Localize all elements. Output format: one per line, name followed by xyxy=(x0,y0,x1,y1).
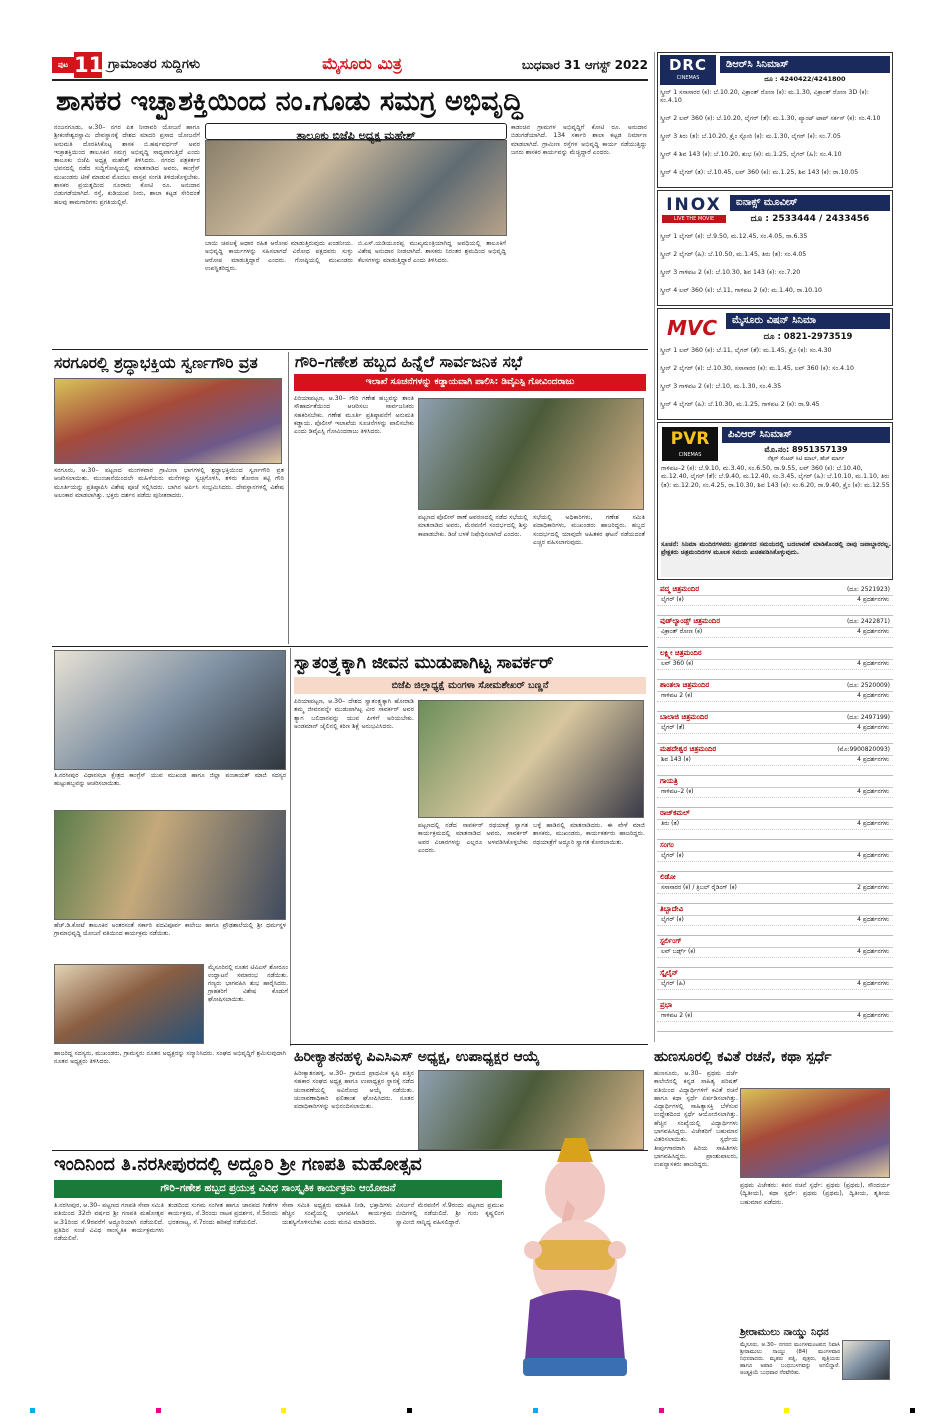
theater-9-name: ಲಿಡೋ xyxy=(660,873,676,881)
lead-col1: ನಂಜನಗೂಡು, ಆ.30– ನಗರ ಪಿತ ನೀರಾವರಿ ಯೋಜನೆ ಹಾಗೂ ಶ್ರೀಕಂಠೇಶ್ವರಸ್ವಾಮಿ ದೇವಸ್ಥಾನಕ್ಕೆ ದೇಶದ ಮಾದರಿ ಪ್ರಸಾದ ಯೋಜನೆಗೆ ಅನುಮತಿ ದೊರಕಿಸಿಕೊಟ್ಟ ಶಾಸಕ ಬಿ.ಹರ್ಷವರ್ಧನ್ ಅವರ ಇಚ್ಛಾಶಕ್ತಿಯಿಂದ ತಾಲೂಕಿನ ಸಮಗ್ರ ಅಭಿವೃದ್ಧಿ ಸಾಧ್ಯವಾಗುತ್ತಿದೆ ಎಂದು ತಾಲೂಕು ಬಿಜೆಪಿ ಅಧ್ಯಕ್ಷ ಮಹೇಶ್ ತಿಳಿಸಿದರು. ನಗರದ ಪತ್ರಕರ್ತರ ಭವನದಲ್ಲಿ ನಡೆದ ಸುದ್ದಿಗೋಷ್ಠಿಯಲ್ಲಿ ಮಾತನಾಡಿದ ಅವರು, ಕಾಂಗ್ರೆಸ್ ಮುಖಂಡರು ಟೀಕೆ ಮಾಡುವ ಮೊದಲು ವಾಸ್ತವ ಸಂಗತಿ ತಿಳಿದುಕೊಳ್ಳಬೇಕು. ಶಾಸಕರ ಪ್ರಯತ್ನದಿಂದ ನೂರಾರು ಕೋಟಿ ರೂ. ಅನುದಾನ ಬಿಡುಗಡೆಯಾಗಿದೆ. ರಸ್ತೆ, ಕುಡಿಯುವ ನೀರು, ಶಾಲಾ ಕಟ್ಟಡ ಸೇರಿದಂತೆ ಹಲವು ಕಾಮಗಾರಿಗಳು ಪ್ರಗತಿಯಲ್ಲಿವೆ. xyxy=(54,124,200,206)
story9-headline: ಹುಣಸೂರಲ್ಲಿ ಕವಿತೆ ರಚನೆ, ಕಥಾ ಸ್ಪರ್ಧೆ xyxy=(654,1049,832,1065)
reg-mark-5 xyxy=(533,1408,538,1413)
story10-col4: ವಿಸರ್ಜನೆ ಮೆರವಣಿಗೆ ಸೆ.9ರಂದು ಪಟ್ಟಣದ ಪ್ರಮುಖ ಬೀದಿಗಳಲ್ಲಿ ನಡೆಯಲಿದೆ. ಶ್ರೀ ಗುರು ಕೃಷ್ಣಲಿಂಗ ಸ್ವಾಮೀಜಿ ಸಾನ್ನಿಧ್ಯ ವಹಿಸಲಿದ್ದಾರೆ. xyxy=(396,1202,504,1226)
drc-logo-text: DRC xyxy=(668,56,707,74)
story4-caption: ತಿ.ನರಸೀಪುರ ವಿಧಾನಸಭಾ ಕ್ಷೇತ್ರದ ಕಾಂಗ್ರೆಸ್ ಯುವ ಮುಖಂಡ ಹಾಗೂ ಜಿಲ್ಲಾ ಪಂಚಾಯತ್ ಮಾಜಿ ಸದಸ್ಯರ ಹುಟ್ಟುಹಬ್ಬವನ್ನು ಆಚರಿಸಲಾಯಿತು. xyxy=(54,772,286,806)
story4-photo xyxy=(54,650,286,770)
reg-mark-8 xyxy=(910,1408,915,1413)
story10-col1: ತಿ.ನರಸೀಪುರ, ಆ.30– ಪಟ್ಟಣದ ಗಣಪತಿ ಸೇವಾ ಸಮಿತಿ ವತಿಯಿಂದ 32ನೇ ವರ್ಷದ ಶ್ರೀ ಗಣಪತಿ ಮಹೋತ್ಸವ ಆ.31ರಿಂದ ಸೆ.9ರವರೆಗೆ ಅದ್ದೂರಿಯಾಗಿ ನಡೆಯಲಿದೆ. ಪ್ರತಿದಿನ ಸಂಜೆ ವಿವಿಧ ಸಾಂಸ್ಕೃತಿಕ ಕಾರ್ಯಕ್ರಮಗಳು ನಡೆಯಲಿವೆ. xyxy=(54,1202,164,1243)
pvr-block xyxy=(657,422,893,580)
drc-name: ಡಿಆರ್‌ಸಿ ಸಿನಿಮಾಸ್ xyxy=(720,56,890,73)
theater-13-shows: 4 ಪ್ರದರ್ಶನಗಳು xyxy=(857,1012,889,1019)
theater-8-name: ಸಂಗಂ xyxy=(660,841,674,849)
story5-photo xyxy=(54,810,286,920)
mvc-block xyxy=(657,308,893,420)
theater-3-movie: ಗಾಳಿಪಟ 2 (ಕ) xyxy=(661,692,693,699)
lead-col4: ಕಾಡಂಚಿನ ಗ್ರಾಮಗಳ ಅಭಿವೃದ್ಧಿಗೆ ಕೋಟಿ ರೂ. ಅನುದಾನ ಬಿಡುಗಡೆಯಾಗಿದೆ. 134 ಸರ್ಕಾರಿ ಶಾಲಾ ಕಟ್ಟಡ ನಿರ್ಮಾಣ ಮಾಡಲಾಗಿದೆ. ಗ್ರಾಮೀಣ ರಸ್ತೆಗಳ ಅಭಿವೃದ್ಧಿ ಕಾರ್ಯ ನಡೆಯುತ್ತಿದ್ದು ಜನರು ಶಾಸಕರ ಕಾರ್ಯವನ್ನು ಮೆಚ್ಚಿದ್ದಾರೆ ಎಂದರು. xyxy=(511,124,647,156)
theater-1-phone: (ದೂ: 2422871) xyxy=(846,618,890,625)
inox-name: ಐನಾಕ್ಸ್ ಮೂವೀಸ್ xyxy=(730,195,890,211)
mvc-show-2: ಸ್ಕ್ರೀನ್ 2 ಲೈಗರ್ (ಕ): ಬೆ.10.30, ಸಸಾಸಾರರ (ಕ): ಮ.1.45, ಲವ್ 360 (ಕ): ಸಂ.4.10 xyxy=(660,365,854,372)
drc-logo xyxy=(660,55,716,85)
drc-show-5: ಸ್ಕ್ರೀನ್ 4 ಲೈಗರ್ (ತ): ಬೆ.10.45, ಲವ್ 360 (ಕ): ಮ.1.25, ಶಿವ 143 (ಕ): ರಾ.10.05 xyxy=(660,169,859,176)
theater-12 xyxy=(657,968,893,1000)
theater-11 xyxy=(657,936,893,968)
theater-13 xyxy=(657,1000,893,1032)
theater-13-movie: ಗಾಳಿಪಟ 2 (ಕ) xyxy=(661,1012,693,1019)
drc-show-1: ಸ್ಕ್ರೀನ್ 1 ಸಸಾಸಾರರ (ಕ): ಬೆ.10.20, ವಿಕ್ರಾಂತ್ ರೋಣ (ಕ): ಮ.1.30, ವಿಕ್ರಾಂತ್ ರೋಣ 3D (ಕ): ಸಂ.4.10 xyxy=(660,89,869,105)
story3-photo xyxy=(418,398,644,510)
lead-col3: ಬಿ.ಎಸ್.ಯಡಿಯೂರಪ್ಪ ಮುಖ್ಯಮಂತ್ರಿಯಾಗಿದ್ದ ಅವಧಿಯಲ್ಲಿ ತಾಲೂಕಿಗೆ ವಿಶೇಷ ಅನುದಾನ ನೀಡಲಾಗಿದೆ. ಶಾಸಕರು ನಿರಂತರ ಶ್ರಮದಿಂದ ಅಭಿವೃದ್ಧಿ ಕೆಲಸಗಳನ್ನು ಮಾಡುತ್ತಿದ್ದಾರೆ ಎಂದು ತಿಳಿಸಿದರು. xyxy=(358,240,506,264)
theater-7 xyxy=(657,808,893,840)
reg-mark-4 xyxy=(407,1408,412,1413)
lead-headline: ಶಾಸಕರ ಇಚ್ಛಾಶಕ್ತಿಯಿಂದ ನಂ.ಗೂಡು ಸಮಗ್ರ ಅಭಿವೃದ್ಧಿ xyxy=(56,86,523,117)
theater-2-movie: ಲವ್ 360 (ಕ) xyxy=(661,660,694,667)
theater-4-movie: ಲೈಗರ್ (ತೆ) xyxy=(661,724,685,731)
theater-0-name: ಪದ್ಮ ಚಿತ್ರಮಂದಿರ xyxy=(660,585,700,593)
obit-headline: ಶ್ರೀರಾಮುಲು ನಾಯ್ಡು ನಿಧನ xyxy=(740,1327,829,1338)
lead-photo-caption xyxy=(205,123,507,140)
inox-logo xyxy=(662,195,726,227)
drc-show-2: ಸ್ಕ್ರೀನ್ 2 ಲವ್ 360 (ಕ): ಬೆ.10.20, ಲೈಗರ್ (ತೆ): ಮ.1.30, ಪ್ಯಾಂಟ್ ಟಾಪ್ ಸರ್ಕಸ್ (ಕ): ಸಂ.4.10 xyxy=(660,115,881,122)
story7-col3: ಬಳ್ಳೆ ಹಾಡಿನಲ್ಲಿ ಮಾತನಾಡಿದರು. ಈ ವೇಳೆ ಮಾಜಿ ಶಾಸಕರು, ಮುಖಂಡರು, ಕಾರ್ಯಕರ್ತರು ಹಾಜರಿದ್ದರು. ರಥಯಾತ್ರೆಗೆ ಅದ್ಧೂರಿ ಸ್ವಾಗತ ಕೋರಲಾಯಿತು. xyxy=(533,822,645,846)
reg-mark-1 xyxy=(30,1408,35,1413)
page-number: 11 xyxy=(74,53,104,77)
theater-0-shows: 4 ಪ್ರದರ್ಶನಗಳು xyxy=(857,596,889,603)
mvc-show-3: ಸ್ಕ್ರೀನ್ 3 ಗಾಳಿಪಟ 2 (ಕ): ಬೆ.10, ಮ.1.30, ಸಂ.4.35 xyxy=(660,383,782,390)
mvc-show-1: ಸ್ಕ್ರೀನ್ 1 ಲವ್ 360 (ಕ): ಬೆ.11, ಲೈಗರ್ (ತೆ): ಮ.1.45, ಕ್ರೈಂ (ಕ): ಸಂ.4.30 xyxy=(660,347,832,354)
theater-1-name: ವುಡ್‌ಲ್ಯಾಂಡ್ಸ್ ಚಿತ್ರಮಂದಿರ xyxy=(660,617,721,625)
theater-6 xyxy=(657,776,893,808)
theater-list xyxy=(657,584,893,1040)
mvc-name: ಮೈಸೂರು ವಿಷನ್ ಸಿನಿಮಾ xyxy=(726,313,890,329)
story6-caption: ಮೈಸೂರಿನಲ್ಲಿ ನೂತನ ಟಿವಿಎಸ್ ಶೋರೂಂ ಉದ್ಘಾಟನೆ ಸಮಾರಂಭ ನಡೆಯಿತು. ಗಣ್ಯರು ಭಾಗವಹಿಸಿ ಶುಭ ಹಾರೈಸಿದರು. ಗ್ರಾಹಕರಿಗೆ ವಿಶೇಷ ಕೊಡುಗೆ ಘೋಷಿಸಲಾಯಿತು. xyxy=(208,964,288,1046)
reg-mark-7 xyxy=(784,1408,789,1413)
theater-3 xyxy=(657,680,893,712)
pvr-logo-sub: CINEMAS xyxy=(678,452,702,458)
drc-showlist xyxy=(660,89,892,185)
lead-col2: ಬಾಯಿ ಚಪಲಕ್ಕೆ ಆಧಾರ ರಹಿತ ಆರೋಪ ಮಾಡುತ್ತಿರುವುದು ಖಂಡನೀಯ. ಅಭಿವೃದ್ಧಿ ಕಾರ್ಯಗಳನ್ನು ಸಹಿಸಲಾಗದೆ ವಿರೋಧ ಪಕ್ಷದವರು ಸುಳ್ಳು ಆರೋಪ ಮಾಡುತ್ತಿದ್ದಾರೆ ಎಂದರು. ಗೋಷ್ಠಿಯಲ್ಲಿ ಮುಖಂಡರು ಉಪಸ್ಥಿತರಿದ್ದರು. xyxy=(205,240,353,272)
theater-10-name: ತಿಬ್ಬಾದೇವಿ xyxy=(660,905,684,913)
theater-7-shows: 4 ಪ್ರದರ್ಶನಗಳು xyxy=(857,820,889,827)
inox-show-4: ಸ್ಕ್ರೀನ್ 4 ಲವ್ 360 (ಕ): ಬೆ.11, ಗಾಳಿಪಟ 2 (ಕ): ಮ.1.40, ರಾ.10.10 xyxy=(660,287,822,294)
mid-rule-1 xyxy=(52,646,648,647)
mid-rule-2 xyxy=(290,1044,648,1045)
story2-photo xyxy=(54,378,282,464)
story6-photo xyxy=(54,964,204,1044)
reg-mark-2 xyxy=(156,1408,161,1413)
pvr-address: ನೆಕ್ಸಸ್ ಸೆಂಟರ್ ಸಿಟಿ ಮಾಲ್, ಹೆಚ್ ಮಾರ್ಗ xyxy=(767,456,845,462)
theater-11-movie: ಲವ್ ಬರ್ಡ್ಸ್ (ಕ) xyxy=(661,948,696,955)
col-divider-1 xyxy=(288,352,289,644)
theater-12-movie: ಲೈಗರ್ (ಹಿ) xyxy=(661,980,686,987)
story5-caption: ಹೆಚ್.ಡಿ.ಕೋಟೆ ತಾಲೂಕಿನ ಅಂತರಸಂತೆ ಸರ್ಕಾರಿ ಪದವಿಪೂರ್ವ ಕಾಲೇಜು ಹಾಗೂ ಪ್ರೌಢಶಾಲೆಯಲ್ಲಿ ಶ್ರೀ ಧರ್ಮಸ್ಥಳ ಗ್ರಾಮಾಭಿವೃದ್ಧಿ ಯೋಜನೆ ವತಿಯಿಂದ ಕಾರ್ಯಕ್ರಮ ನಡೆಯಿತು. xyxy=(54,922,286,960)
story8-headline: ಹಿರೀಕ್ಯಾತನಹಳ್ಳಿ ಪಿಎಸಿಎಸ್ ಅಧ್ಯಕ್ಷ, ಉಪಾಧ್ಯಕ್ಷರ ಆಯ್ಕೆ xyxy=(294,1049,540,1065)
theater-7-movie: ತಿರು (ತ) xyxy=(661,820,680,827)
story3-subhead: ಇಲಾಖೆ ಸೂಚನೆಗಳನ್ನು ಕಡ್ಡಾಯವಾಗಿ ಪಾಲಿಸಿ: ಡಿವೈಎಸ್ಪಿ ಗೋವಿಂದರಾಜು xyxy=(294,374,646,391)
theater-12-shows: 4 ಪ್ರದರ್ಶನಗಳು xyxy=(857,980,889,987)
theater-1 xyxy=(657,616,893,648)
theater-3-name: ಶಾಂತಲಾ ಚಿತ್ರಮಂದಿರ xyxy=(660,681,710,689)
theater-10 xyxy=(657,904,893,936)
drc-logo-sub: CINEMAS xyxy=(676,75,700,81)
story10-col2: ತಂಡದಿಂದ ಸುಗಮ ಸಂಗೀತ ಹಾಗೂ ಜಾನಪದ ಗೀತೆಗಳ ಕಾರ್ಯಕ್ರಮ, ಸೆ.3ರಂದು ನಾಟಕ ಪ್ರದರ್ಶನ, ಸೆ.5ರಂದು ಭರತನಾಟ್ಯ, ಸೆ.7ರಂದು ಹರಿಕಥೆ ನಡೆಯಲಿದೆ. xyxy=(168,1202,278,1226)
registration-marks xyxy=(30,1404,915,1416)
obit-body: ಮೈಸೂರು, ಆ.30– ನಗರದ ಮಂಗಳಮಂಟಪದ ನಿವಾಸಿ ಶ್ರೀರಾಮುಲು ನಾಯ್ಡು (84) ಮಂಗಳವಾರ ನಿಧನರಾದರು. ಮೃತರು ಪತ್ನಿ, ಪುತ್ರರು, ಪುತ್ರಿಯರು ಹಾಗೂ ಅಪಾರ ಬಂಧುಬಳಗವನ್ನು ಅಗಲಿದ್ದಾರೆ. ಅಂತ್ಯಕ್ರಿಯೆ ಬುಧವಾರ ನೆರವೇರಿತು. xyxy=(740,1342,840,1376)
ganesha-image xyxy=(505,1130,645,1380)
obit-photo xyxy=(842,1340,890,1380)
pvr-phone: ಮೊ.ನಂ: 8951357139 xyxy=(764,445,848,454)
theater-11-name: ಸ್ಟರ್ಲಿಂಗ್ xyxy=(660,937,682,945)
inox-showlist xyxy=(660,233,892,305)
story7-col1: ಪಿರಿಯಾಪಟ್ಟಣ, ಆ.30– ದೇಶದ ಸ್ವಾತಂತ್ರ್ಯಕ್ಕಾಗಿ ಹೋರಾಡಿ ತಮ್ಮ ಜೀವನವನ್ನೇ ಮುಡುಪಾಗಿಟ್ಟ ವೀರ ಸಾವರ್ಕರ್ ಅವರ ತ್ಯಾಗ ಬಲಿದಾನವನ್ನು ಯುವ ಪೀಳಿಗೆ ಅರಿಯಬೇಕು. ಅಂಡಮಾನ್ ಜೈಲಿನಲ್ಲಿ ಕಠಿಣ ಶಿಕ್ಷೆ ಅನುಭವಿಸಿದರು. xyxy=(294,698,414,730)
paper-name: ಮೈಸೂರು ಮಿತ್ರ xyxy=(322,54,402,73)
drc-phone: ದೂ : 4240422/4241800 xyxy=(764,75,846,83)
story7-photo xyxy=(418,700,644,818)
theater-1-movie: ವಿಕ್ರಾಂತ್ ರೋಣ (ಕ) xyxy=(661,628,703,635)
masthead-rule xyxy=(52,79,648,81)
story2-body: ಸರಗೂರು, ಆ.30– ಪಟ್ಟಣದ ಮಂಗಳವಾರ ಗ್ರಾಮೀಣ ಭಾಗಗಳಲ್ಲಿ ಶ್ರದ್ಧಾಭಕ್ತಿಯಿಂದ ಸ್ವರ್ಣಗೌರಿ ವ್ರತ ಆಚರಿಸಲಾಯಿತು. ಮುಂಜಾನೆಯಿಂದಲೇ ಮಹಿಳೆಯರು ಮನೆಗಳನ್ನು ಸ್ವಚ್ಛಗೊಳಿಸಿ, ತಳಿರು ತೋರಣ ಕಟ್ಟಿ ಗೌರಿ ಮೂರ್ತಿಯನ್ನು ಪ್ರತಿಷ್ಠಾಪಿಸಿ ವಿಶೇಷ ಪೂಜೆ ಸಲ್ಲಿಸಿದರು. ಬಾಗಿನ ಅರ್ಪಿಸಿ ಸಂಭ್ರಮಿಸಿದರು. ದೇವಸ್ಥಾನಗಳಲ್ಲಿ ವಿಶೇಷ ಅಲಂಕಾರ ಮಾಡಲಾಗಿತ್ತು. ಭಕ್ತರು ದರ್ಶನ ಪಡೆದು ಪುನೀತರಾದರು. xyxy=(54,467,284,499)
inox-show-3: ಸ್ಕ್ರೀನ್ 3 ಗಾಳಿಪಟ 2 (ಕ): ಬೆ.10.30, ಶಿವ 143 (ಕ): ಸಂ.7.20 xyxy=(660,269,801,276)
theater-3-shows: 4 ಪ್ರದರ್ಶನಗಳು xyxy=(857,692,889,699)
theater-8-shows: 4 ಪ್ರದರ್ಶನಗಳು xyxy=(857,852,889,859)
theater-0 xyxy=(657,584,893,616)
theater-4-name: ಬಾಲಾಜಿ ಚಿತ್ರಮಂದಿರ xyxy=(660,713,709,721)
story2-headline: ಸರಗೂರಲ್ಲಿ ಶ್ರದ್ಧಾಭಕ್ತಿಯ ಸ್ವರ್ಣಗೌರಿ ವ್ರತ xyxy=(54,354,258,372)
pvr-logo xyxy=(662,427,718,461)
theater-8-movie: ಲೈಗರ್ (ಕ) xyxy=(661,852,684,859)
theater-11-shows: 4 ಪ್ರದರ್ಶನಗಳು xyxy=(857,948,889,955)
story9-photo xyxy=(740,1088,890,1178)
col-divider-2 xyxy=(290,648,291,1046)
theater-10-movie: ಲೈಗರ್ (ಕ) xyxy=(661,916,684,923)
theater-7-name: ರಾಜ್‌ಕಮಲ್ xyxy=(660,809,690,817)
inox-logo-text: INOX xyxy=(666,195,722,215)
issue-date: ಬುಧವಾರ 31 ಆಗಸ್ಟ್ 2022 xyxy=(521,58,648,72)
drc-block xyxy=(657,52,893,188)
story8-col1: ಹಿರೀಕ್ಯಾತನಹಳ್ಳಿ, ಆ.30– ಗ್ರಾಮದ ಪ್ರಾಥಮಿಕ ಕೃಷಿ ಪತ್ತಿನ ಸಹಕಾರ ಸಂಘದ ಅಧ್ಯಕ್ಷ ಹಾಗೂ ಉಪಾಧ್ಯಕ್ಷರ ಸ್ಥಾನಕ್ಕೆ ನಡೆದ ಚುನಾವಣೆಯಲ್ಲಿ ಅವಿರೋಧ ಆಯ್ಕೆ ನಡೆಯಿತು. ಚುನಾವಣಾಧಿಕಾರಿ ಫಲಿತಾಂಶ ಘೋಷಿಸಿದರು. ನೂತನ ಪದಾಧಿಕಾರಿಗಳನ್ನು ಅಭಿನಂದಿಸಲಾಯಿತು. xyxy=(294,1070,414,1111)
story7-col2: ಪಟ್ಟಣದಲ್ಲಿ ನಡೆದ ಸಾವರ್ಕರ್ ರಥಯಾತ್ರೆ ಸ್ವಾಗತ ಕಾರ್ಯಕ್ರಮದಲ್ಲಿ ಮಾತನಾಡಿದ ಅವರು, ಸಾವರ್ಕರ್ ಅವರ ವಿಚಾರಗಳನ್ನು ಎಲ್ಲರೂ ಅಳವಡಿಸಿಕೊಳ್ಳಬೇಕು ಎಂದರು. xyxy=(418,822,528,854)
theater-8 xyxy=(657,840,893,872)
theater-6-movie: ಗಾಳಿಪಟ–2 (ಕ) xyxy=(661,788,694,795)
theater-5-shows: 4 ಪ್ರದರ್ಶನಗಳು xyxy=(857,756,889,763)
inox-phone: ದೂ : 2533444 / 2433456 xyxy=(750,214,870,224)
story10-col3: ಸೇವಾ ಸಮಿತಿ ಅಧ್ಯಕ್ಷರು ಮಾಹಿತಿ ನೀಡಿ, ಭಕ್ತಾದಿಗಳು ಹೆಚ್ಚಿನ ಸಂಖ್ಯೆಯಲ್ಲಿ ಭಾಗವಹಿಸಿ ಕಾರ್ಯಕ್ರಮ ಯಶಸ್ವಿಗೊಳಿಸಬೇಕು ಎಂದು ಮನವಿ ಮಾಡಿದರು. xyxy=(282,1202,392,1226)
lead-caption-text: ತಾಲೂಕು ಬಿಜೆಪಿ ಅಧ್ಯಕ್ಷ ಮಹೇಶ್ xyxy=(296,129,416,142)
story10-headline: ಇಂದಿನಿಂದ ತಿ.ನರಸೀಪುರದಲ್ಲಿ ಅದ್ದೂರಿ ಶ್ರೀ ಗಣಪತಿ ಮಹೋತ್ಸವ xyxy=(54,1154,422,1175)
theater-2-name: ಲಕ್ಷ್ಮೀ ಚಿತ್ರಮಂದಿರ xyxy=(660,649,702,657)
inox-show-2: ಸ್ಕ್ರೀನ್ 2 ಲೈಗರ್ (ಹಿ): ಬೆ.10.50, ಮ.1.45, ತಿರು (ತ): ಸಂ.4.05 xyxy=(660,251,807,258)
theater-5 xyxy=(657,744,893,776)
story3-col1: ಪಿರಿಯಾಪಟ್ಟಣ, ಆ.30– ಗೌರಿ ಗಣೇಶ ಹಬ್ಬವನ್ನು ಶಾಂತಿ ಸೌಹಾರ್ದತೆಯಿಂದ ಆಚರಿಸಲು ಸಾರ್ವಜನಿಕರು ಸಹಕರಿಸಬೇಕು. ಗಣೇಶ ಮೂರ್ತಿ ಪ್ರತಿಷ್ಠಾಪನೆಗೆ ಅನುಮತಿ ಕಡ್ಡಾಯ. ಪೊಲೀಸ್ ಇಲಾಖೆಯ ಸೂಚನೆಗಳನ್ನು ಪಾಲಿಸಬೇಕು ಎಂದು ಡಿವೈಎಸ್ಪಿ ಗೋವಿಂದರಾಜು ತಿಳಿಸಿದರು. xyxy=(294,395,414,436)
inox-show-1: ಸ್ಕ್ರೀನ್ 1 ಲೈಗರ್ (ಕ): ಬೆ.9.50, ಮ.12.45, ಸಂ.4.05, ರಾ.6.35 xyxy=(660,233,808,240)
story3-col2: ಪಟ್ಟಣದ ಪೊಲೀಸ್ ಠಾಣೆ ಆವರಣದಲ್ಲಿ ನಡೆದ ಸಭೆಯಲ್ಲಿ ಮಾತನಾಡಿದ ಅವರು, ಮೆರವಣಿಗೆ ಸಂದರ್ಭದಲ್ಲಿ ಶಿಸ್ತು ಕಾಪಾಡಬೇಕು. ಡಿಜೆ ಬಳಕೆ ನಿಷೇಧಿಸಲಾಗಿದೆ ಎಂದರು. xyxy=(418,514,528,538)
mvc-show-4: ಸ್ಕ್ರೀನ್ 4 ಲೈಗರ್ (ಹಿ): ಬೆ.10.30, ಮ.1.25, ಗಾಳಿಪಟ 2 (ಕ): ರಾ.9.45 xyxy=(660,401,820,408)
story9-body: ಹುಣಸೂರು, ಆ.30– ಪ್ರಥಮ ದರ್ಜೆ ಕಾಲೇಜಿನಲ್ಲಿ ಕನ್ನಡ ಸಾಹಿತ್ಯ ಪರಿಷತ್ ವತಿಯಿಂದ ವಿದ್ಯಾರ್ಥಿಗಳಿಗೆ ಕವಿತೆ ರಚನೆ ಹಾಗೂ ಕಥಾ ಸ್ಪರ್ಧೆ ಏರ್ಪಡಿಸಲಾಗಿತ್ತು. ವಿದ್ಯಾರ್ಥಿಗಳಲ್ಲಿ ಸಾಹಿತ್ಯಾಸಕ್ತಿ ಬೆಳೆಸುವ ಉದ್ದೇಶದಿಂದ ಸ್ಪರ್ಧೆ ಆಯೋಜಿಸಲಾಗಿತ್ತು. ಹೆಚ್ಚಿನ ಸಂಖ್ಯೆಯಲ್ಲಿ ವಿದ್ಯಾರ್ಥಿಗಳು ಭಾಗವಹಿಸಿದ್ದರು. ವಿಜೇತರಿಗೆ ಬಹುಮಾನ ವಿತರಿಸಲಾಯಿತು. ಸ್ಪರ್ಧೆಯ ತೀರ್ಪುಗಾರರಾಗಿ ಹಿರಿಯ ಸಾಹಿತಿಗಳು ಭಾಗವಹಿಸಿದ್ದರು. ಪ್ರಾಂಶುಪಾಲರು, ಉಪನ್ಯಾಸಕರು ಹಾಜರಿದ್ದರು. xyxy=(654,1070,738,1169)
theater-3-phone: (ದೂ: 2520009) xyxy=(846,682,890,689)
inox-block xyxy=(657,190,893,306)
theater-5-name: ಮಹದೇಶ್ವರ ಚಿತ್ರಮಂದಿರ xyxy=(660,745,717,753)
theater-9-movie: ಸಸಾಸಾರರ (ಕ) / ತ್ರಿಬಲ್ ರೈಡಿಂಗ್ (ಕ) xyxy=(661,884,737,891)
inox-logo-sub: LIVE THE MOVIE xyxy=(662,215,726,223)
theater-4 xyxy=(657,712,893,744)
theater-4-shows: 4 ಪ್ರದರ್ಶನಗಳು xyxy=(857,724,889,731)
theater-9 xyxy=(657,872,893,904)
pvr-name: ಪಿವಿಆರ್ ಸಿನಿಮಾಸ್ xyxy=(722,427,890,443)
cinema-column xyxy=(654,52,894,1042)
pvr-logo-text: PVR xyxy=(670,429,710,449)
theater-2 xyxy=(657,648,893,680)
reg-mark-6 xyxy=(659,1408,664,1413)
story3-headline: ಗೌರಿ–ಗಣೇಶ ಹಬ್ಬದ ಹಿನ್ನೆಲೆ ಸಾರ್ವಜನಿಕ ಸಭೆ xyxy=(295,353,523,371)
story9-winners: ಪ್ರಥಮ ವಿಜೇತರು: ಕವನ ರಚನೆ ಸ್ಪರ್ಧೆ: ಪ್ರಥಮ (ಪ್ರಥಮ), ಸೌಂದರ್ಯ (ದ್ವಿತೀಯ), ಕಥಾ ಸ್ಪರ್ಧೆ: ಪ್ರಥಮ (ಪ್ರಥಮ), ದ್ವಿತೀಯ, ತೃತೀಯ ಬಹುಮಾನ ಪಡೆದರು. xyxy=(740,1182,890,1206)
theater-13-name: ಪ್ರಭಾ xyxy=(660,1001,673,1009)
theater-6-name: ಗಾಯತ್ರಿ xyxy=(660,777,678,785)
story10-subhead: ಗೌರಿ–ಗಣೇಶ ಹಬ್ಬದ ಪ್ರಯುಕ್ತ ವಿವಿಧ ಸಾಂಸ್ಕೃತಿಕ ಕಾರ್ಯಕ್ರಮ ಆಯೋಜನೆ xyxy=(54,1180,502,1198)
drc-show-4: ಸ್ಕ್ರೀನ್ 4 ಶಿವ 143 (ಕ): ಬೆ.10.20, ಶುಭ (ಕ): ಮ.1.25, ಲೈಗರ್ (ಹಿ): ಸಂ.4.10 xyxy=(660,151,842,158)
reg-mark-3 xyxy=(281,1408,286,1413)
theater-0-movie: ಲೈಗರ್ (ಕ) xyxy=(661,596,684,603)
pvr-shows: ಗಾಳಿಪಟ–2 (ಕ): ಬೆ.9.10, ಮ.3.40, ಸಂ.6.50, ರಾ.9.55, ಲವ್ 360 (ಕ): ಬೆ.10.40, ಮ.12.40, ಲೈಗರ್ (ತೆ): ಬೆ.9.40, ಮ.12.40, ಸಂ.3.45, ಲೈಗರ್ (ಹಿ): ಬೆ.10.10, ಮ.1.10, ತಿರು (ತ): ಮ.12.20, ಸಂ.4.25, ರಾ.10.30, ಶಿವ 143 (ಕ): ಸಂ.6.20, ರಾ.9.40, ಕ್ರೈಂ (ಕ): ಮ.12.55 xyxy=(661,465,890,489)
story3-col3: ಸಭೆಯಲ್ಲಿ ಅಧಿಕಾರಿಗಳು, ಗಣೇಶ ಸಮಿತಿ ಪದಾಧಿಕಾರಿಗಳು, ಮುಖಂಡರು ಹಾಜರಿದ್ದರು. ಹಬ್ಬದ ಸಂದರ್ಭದಲ್ಲಿ ಯಾವುದೇ ಅಹಿತಕರ ಘಟನೆ ನಡೆಯದಂತೆ ಎಚ್ಚರ ವಹಿಸಲಾಗುವುದು. xyxy=(533,514,645,546)
story8-caption: ಹಾಜರಿದ್ದ ಸದಸ್ಯರು, ಮುಖಂಡರು, ಗ್ರಾಮಸ್ಥರು ನೂತನ ಅಧ್ಯಕ್ಷರನ್ನು ಸನ್ಮಾನಿಸಿದರು. ಸಂಘದ ಅಭಿವೃದ್ಧಿಗೆ ಶ್ರಮಿಸುವುದಾಗಿ ನೂತನ ಅಧ್ಯಕ್ಷರು ತಿಳಿಸಿದರು. xyxy=(54,1050,286,1066)
theater-1-shows: 4 ಪ್ರದರ್ಶನಗಳು xyxy=(857,628,889,635)
masthead xyxy=(52,52,648,80)
theater-0-phone: (ದೂ: 2521923) xyxy=(846,586,890,593)
theater-2-shows: 4 ಪ್ರದರ್ಶನಗಳು xyxy=(857,660,889,667)
mvc-showlist xyxy=(660,347,892,419)
theater-12-name: ಸ್ಕೈಲೈನ್ xyxy=(660,969,678,977)
story7-headline: ಸ್ವಾತಂತ್ರ್ಯಕ್ಕಾಗಿ ಜೀವನ ಮುಡುಪಾಗಿಟ್ಟ ಸಾವರ್ಕರ್ xyxy=(294,653,554,673)
mvc-phone: ದೂ : 0821-2973519 xyxy=(763,332,853,342)
lead-photo xyxy=(205,140,507,236)
theater-9-shows: 2 ಪ್ರದರ್ಶನಗಳು xyxy=(857,884,889,891)
theater-6-shows: 4 ಪ್ರದರ್ಶನಗಳು xyxy=(857,788,889,795)
theater-10-shows: 4 ಪ್ರದರ್ಶನಗಳು xyxy=(857,916,889,923)
mvc-logo: MVC xyxy=(666,316,718,340)
page-label: ಪುಟ xyxy=(52,57,74,73)
drc-show-3: ಸ್ಕ್ರೀನ್ 3 ತಿರು (ತ): ಬೆ.10.20, ಕ್ರೈಂ ಸ್ಟೋರಿ (ಕ): ಮ.1.30, ಲೈಗರ್ (ಕ): ಸಂ.7.05 xyxy=(660,133,841,140)
pvr-note: ಸೂಚನೆ: ಸಿನಿಮಾ ಮಂದಿರಗಳವರು ಪ್ರದರ್ಶನದ ಸಮಯದಲ್ಲಿ ಬದಲಾವಣೆ ಮಾಡಿಕೊಂಡಲ್ಲಿ ನಾವು ಜವಾಬ್ದಾರರಲ್ಲ. ಪ್ರೇಕ್ಷಕರು ಚಿತ್ರಮಂದಿರಗಳ ಮೂಲಕ ಸಮಯ ಖಚಿತಪಡಿಸಿಕೊಳ್ಳುವುದು. xyxy=(661,541,891,577)
theater-5-phone: (ಮೊ:9900820093) xyxy=(837,746,890,753)
theater-5-movie: ಶಿವ 143 (ಕ) xyxy=(661,756,691,763)
section-name: ಗ್ರಾಮಾಂತರ ಸುದ್ದಿಗಳು xyxy=(108,57,201,72)
story7-subhead: ಬಿಜೆಪಿ ಜಿಲ್ಲಾಧ್ಯಕ್ಷೆ ಮಂಗಳಾ ಸೋಮಶೇಖರ್ ಬಣ್ಣನೆ xyxy=(294,677,646,694)
theater-4-phone: (ದೂ: 2497199) xyxy=(846,714,890,721)
